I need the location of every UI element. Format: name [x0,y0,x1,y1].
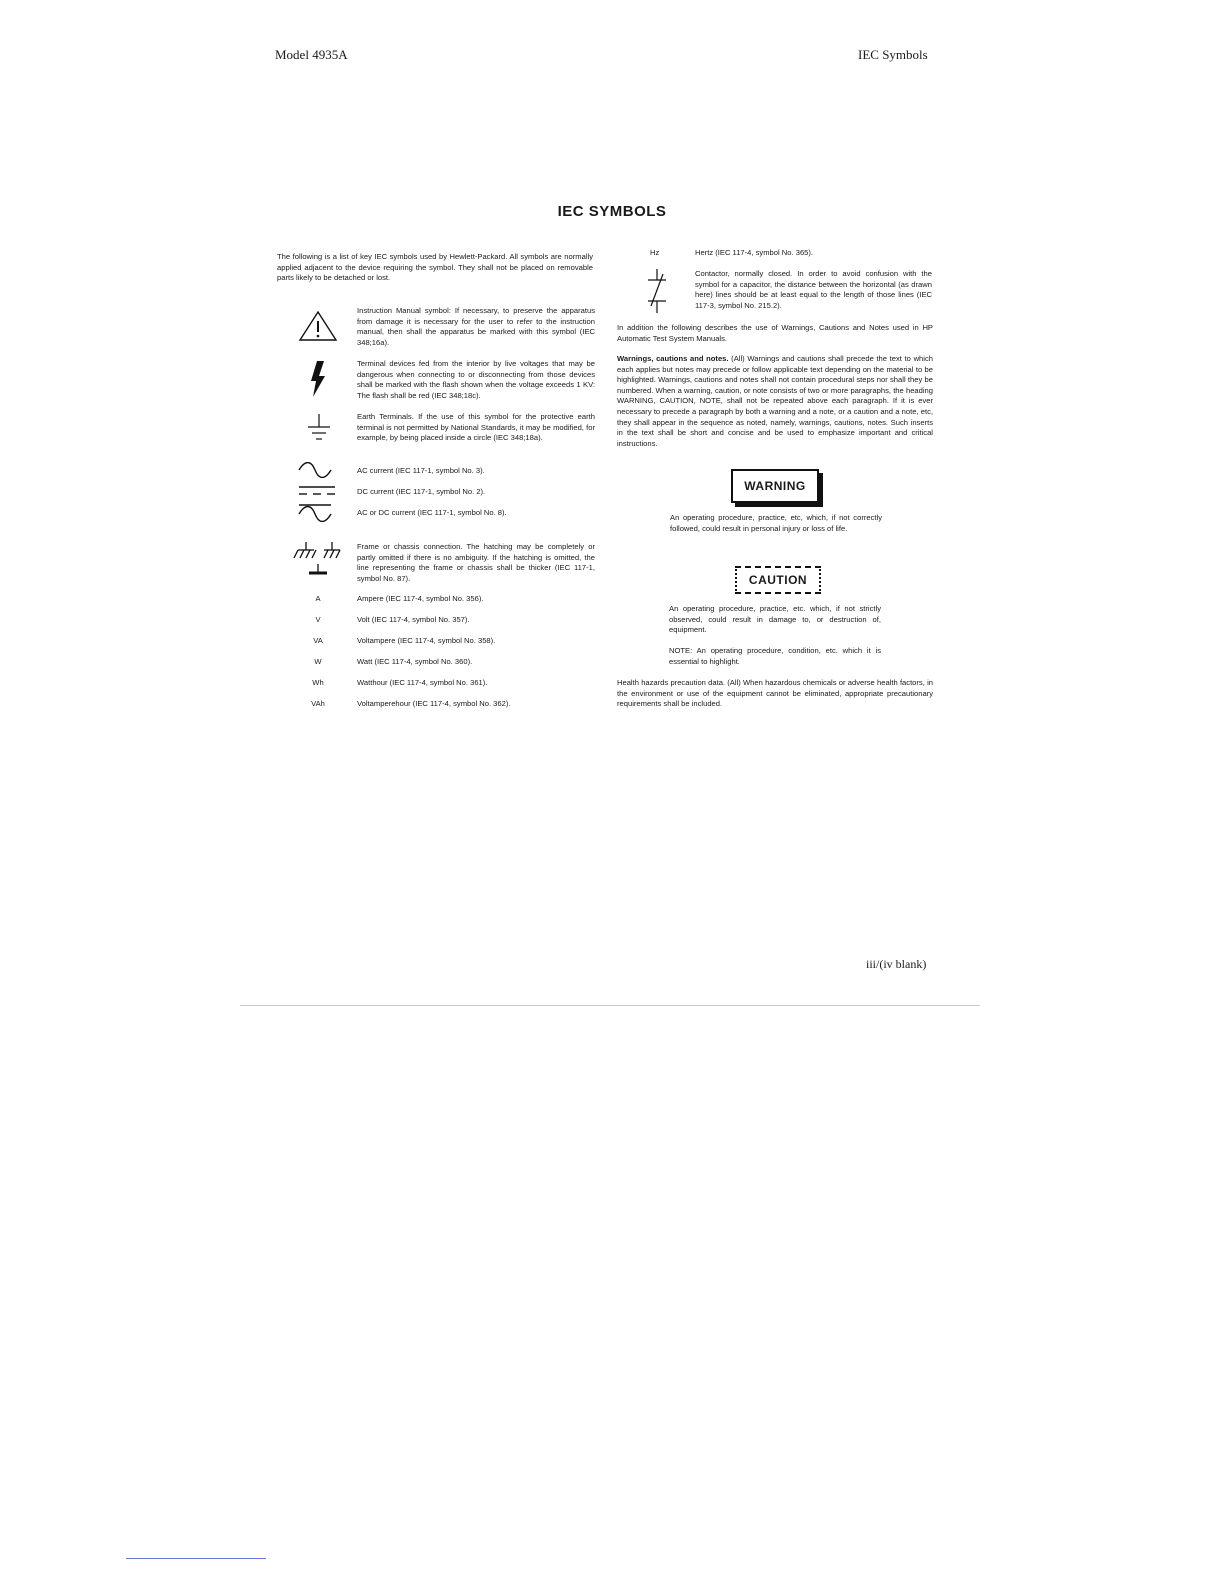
contactor-desc: Contactor, normally closed. In order to avoid confusion with the symbol for a capacitor, the distance between the horizontal (as drawn here) lines should be at least equal to the length of those lines (IEC 117-3, symbol No. 215.2). [695,269,932,310]
dc-current-desc: DC current (IEC 117-1, symbol No. 2). [357,487,486,496]
terminal-desc: Terminal devices fed from the interior by live voltages that may be dangerous when connecting to or disconnecting from those devices shall be marked with the flash shown when the voltage exceeds 1 KV: The flash shall be red (IEC 348;18c). [357,359,595,400]
frame-chassis-desc: Frame or chassis connection. The hatching may be completely or partly omitted if there is no ambiguity. If the hatching is omitted, the line representing the frame or chassis shall be thicker (IEC 117-1, symbol No. 87). [357,542,595,583]
unit-abbr: Wh [312,678,324,687]
page-title: IEC SYMBOLS [557,203,667,220]
ac-dc-current-icon [297,502,333,522]
unit-desc: Volt (IEC 117-4, symbol No. 357). [357,615,470,624]
note-text: NOTE: An operating procedure, condition, etc. which it is essential to highlight. [669,646,881,666]
earth-terminal-desc: Earth Terminals. If the use of this symbol for the protective earth terminal is not permitted by National Standards, it may be modified, for example, by being placed inside a circle (IEC 348;18a). [357,412,595,443]
instruction-manual-desc: Instruction Manual symbol: If necessary, to preserve the apparatus from damage it is necessary for the user to refer to the instruction manual, then shall the apparatus be marked with this symbol (IEC 348;16a). [357,306,595,347]
hertz-abbr: Hz [650,248,660,257]
unit-abbr: V [315,615,321,624]
header-model: Model 4935A [275,47,348,62]
hertz-desc: Hertz (IEC 117-4, symbol No. 365). [695,248,814,257]
health-hazard-paragraph: Health hazards precaution data. (All) When hazardous chemicals or adverse health factors, in the environment or use of the equipment cannot be eliminated, appropriate precautionary requirements shall be included. [617,678,933,709]
ac-dc-current-desc: AC or DC current (IEC 117-1, symbol No. 8). [357,508,507,517]
unit-desc: Voltamperehour (IEC 117-4, symbol No. 362). [357,699,511,708]
warnings-body: (All) Warnings and cautions shall precede the text to which each applies but notes may precede or follow applicable text depending on the material to be highlighted. Warnings, cautions and notes shall not contain procedural steps nor shall they be numbered. When a warning, caution, or note consists of two or more paragraphs, the heading WARNING, CAUTION, NOTE, shall not be repeated above each paragraph. If it is ever necessary to precede a paragraph by both a warning and a note, or a caution and a note, etc, they shall appear in the sequence as noted, namely, warnings, cautions, notes. Such inserts in the text shall be short and concise and be used to emphasize important and critical instructions. [617,354,933,448]
page-bottom-edge [240,1005,980,1006]
unit-desc: Watt (IEC 117-4, symbol No. 360). [357,657,473,666]
caution-text: An operating procedure, practice, etc. which, if not strictly observed, could result in damage to, or destruction of, equipment. [669,604,881,635]
unit-desc: Watthour (IEC 117-4, symbol No. 361). [357,678,488,687]
addition-paragraph: In addition the following describes the use of Warnings, Cautions and Notes used in HP Automatic Test System Manuals. [617,323,933,343]
unit-desc: Ampere (IEC 117-4, symbol No. 356). [357,594,484,603]
intro-paragraph: The following is a list of key IEC symbols used by Hewlett-Packard. All symbols are normally applied adjacent to the device requiring the symbol. They shall not be placed on removable parts likely to be detached or lost. [277,252,593,283]
warnings-heading: Warnings, cautions and notes. [617,354,729,363]
unit-abbr: A [315,594,321,603]
contactor-icon [645,268,669,314]
page-number: iii/(iv blank) [866,957,927,971]
warning-text: An operating procedure, practice, etc, which, if not correctly followed, could result in personal injury or loss of life. [670,513,882,533]
unit-abbr: W [314,657,322,666]
warning-box: WARNING [731,469,819,503]
header-section: IEC Symbols [858,47,928,62]
unit-abbr: VA [313,636,323,645]
earth-ground-icon [306,413,332,445]
warnings-paragraph [617,354,933,449]
scan-margin-line [126,1558,266,1559]
warning-triangle-icon [298,310,338,342]
ac-current-desc: AC current (IEC 117-1, symbol No. 3). [357,466,485,475]
caution-box: CAUTION [735,566,821,594]
unit-abbr: VAh [311,699,325,708]
ac-current-icon [297,462,333,478]
dc-current-icon [297,484,337,498]
chassis-ground-icon [290,540,346,578]
lightning-flash-icon [308,360,328,398]
unit-desc: Voltampere (IEC 117-4, symbol No. 358). [357,636,496,645]
